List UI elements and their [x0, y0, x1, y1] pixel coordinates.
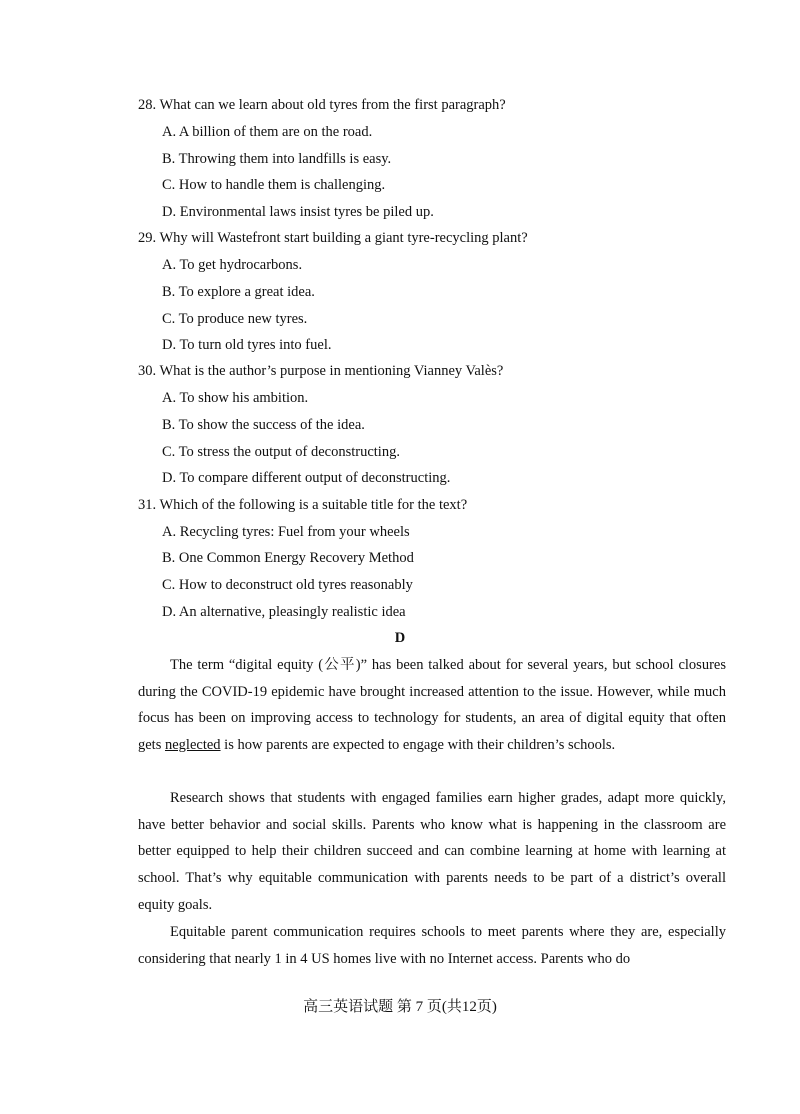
passage-heading: D — [394, 630, 406, 646]
question-28-option-b: B. Throwing them into landfills is easy. — [162, 151, 392, 167]
question-28-option-a: A. A billion of them are on the road. — [162, 124, 373, 140]
question-31-option-c: C. How to deconstruct old tyres reasonably — [162, 577, 413, 593]
question-29-stem: 29. Why will Wastefront start building a giant tyre-recycling plant? — [138, 230, 528, 246]
question-31-option-b: B. One Common Energy Recovery Method — [162, 550, 414, 566]
question-30-option-d: D. To compare different output of deconstructing. — [162, 470, 451, 486]
paragraph-1-text-end: is how parents are expected to engage with their children’s schools. — [220, 737, 616, 754]
question-29-option-d: D. To turn old tyres into fuel. — [162, 337, 332, 353]
question-30-stem: 30. What is the author’s purpose in mentioning Vianney Valès? — [138, 363, 504, 379]
question-29-option-a: A. To get hydrocarbons. — [162, 257, 303, 273]
question-31-stem: 31. Which of the following is a suitable title for the text? — [138, 497, 468, 513]
question-28-option-d: D. Environmental laws insist tyres be piled up. — [162, 204, 434, 220]
question-31-option-d: D. An alternative, pleasingly realistic idea — [162, 604, 406, 620]
question-29-option-c: C. To produce new tyres. — [162, 311, 308, 327]
underlined-word-neglected: neglected — [164, 737, 221, 754]
question-30-option-b: B. To show the success of the idea. — [162, 417, 365, 433]
passage-paragraph-2: Research shows that students with engaged families earn higher grades, adapt more quickly, have better behavior and social skills. Parents who know what is happening in the classroom are better equipped to help their children succeed and can combine learning at home with learning at school. That’s why equitable communication with parents needs to be part of a district’s overall equity goals. — [138, 790, 726, 913]
passage-paragraph-3: Equitable parent communication requires schools to meet parents where they are, especially considering that nearly 1 in 4 US homes live with no Internet access. Parents who do — [138, 924, 726, 967]
page-footer: 高三英语试题 第 7 页(共12页) — [303, 999, 497, 1015]
passage-paragraph-1 — [138, 652, 726, 759]
question-29-option-b: B. To explore a great idea. — [162, 284, 315, 300]
question-28-option-c: C. How to handle them is challenging. — [162, 177, 386, 193]
question-31-option-a: A. Recycling tyres: Fuel from your wheels — [162, 524, 410, 540]
question-30-option-c: C. To stress the output of deconstructing. — [162, 444, 400, 460]
question-28-stem: 28. What can we learn about old tyres from the first paragraph? — [138, 97, 506, 113]
paragraph-1-text-start: The term “digital equity (公平)” has been talked about for several years, but school closures during the COVID-19 epidemic have brought increased attention to the issue. However, while much focus has been on improving access to technology for students, an area of digital equity that often gets — [138, 657, 726, 754]
question-30-option-a: A. To show his ambition. — [162, 390, 309, 406]
